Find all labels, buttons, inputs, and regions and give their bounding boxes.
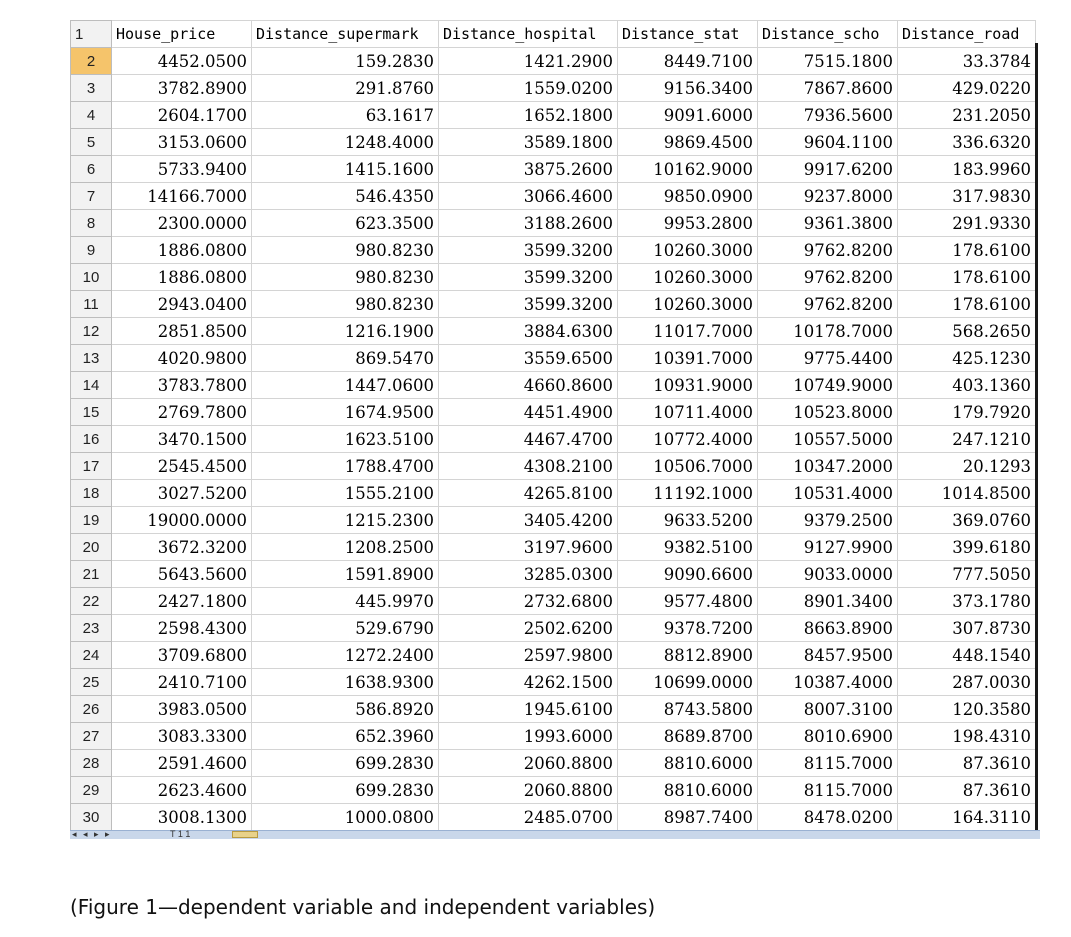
column-header-cell[interactable]: Distance_supermark	[252, 21, 439, 48]
data-cell[interactable]: 373.1780	[898, 588, 1036, 615]
data-cell[interactable]: 4467.4700	[439, 426, 618, 453]
data-cell[interactable]: 448.1540	[898, 642, 1036, 669]
data-cell[interactable]: 10260.3000	[618, 264, 758, 291]
data-cell[interactable]: 1216.1900	[252, 318, 439, 345]
data-cell[interactable]: 164.3110	[898, 804, 1036, 831]
table-row	[71, 507, 1036, 534]
row-header[interactable]: 10	[71, 264, 112, 291]
data-cell[interactable]: 399.6180	[898, 534, 1036, 561]
data-cell[interactable]: 8812.8900	[618, 642, 758, 669]
data-cell[interactable]: 4265.8100	[439, 480, 618, 507]
data-cell[interactable]: 4308.2100	[439, 453, 618, 480]
data-cell[interactable]: 9091.6000	[618, 102, 758, 129]
data-cell[interactable]: 1623.5100	[252, 426, 439, 453]
row-header[interactable]: 24	[71, 642, 112, 669]
data-cell[interactable]: 10506.7000	[618, 453, 758, 480]
data-cell[interactable]: 4262.1500	[439, 669, 618, 696]
data-cell[interactable]: 1215.2300	[252, 507, 439, 534]
data-cell[interactable]: 2060.8800	[439, 777, 618, 804]
data-cell[interactable]: 1555.2100	[252, 480, 439, 507]
table-row	[71, 210, 1036, 237]
row-header[interactable]: 27	[71, 723, 112, 750]
data-cell[interactable]: 9156.3400	[618, 75, 758, 102]
data-cell[interactable]: 10347.2000	[758, 453, 898, 480]
data-cell[interactable]: 3783.7800	[112, 372, 252, 399]
data-cell[interactable]: 8457.9500	[758, 642, 898, 669]
data-cell[interactable]: 5733.9400	[112, 156, 252, 183]
data-cell[interactable]: 980.8230	[252, 264, 439, 291]
data-cell[interactable]: 3875.2600	[439, 156, 618, 183]
data-cell[interactable]: 336.6320	[898, 129, 1036, 156]
data-cell[interactable]: 3589.1800	[439, 129, 618, 156]
data-cell[interactable]: 1208.2500	[252, 534, 439, 561]
data-cell[interactable]: 8115.7000	[758, 750, 898, 777]
sheet-tab-bar	[70, 830, 1040, 839]
data-cell[interactable]: 980.8230	[252, 237, 439, 264]
data-cell[interactable]: 9869.4500	[618, 129, 758, 156]
table-row	[71, 264, 1036, 291]
data-cell[interactable]: 7867.8600	[758, 75, 898, 102]
data-cell[interactable]: 9633.5200	[618, 507, 758, 534]
data-cell[interactable]: 8743.5800	[618, 696, 758, 723]
table-row	[71, 345, 1036, 372]
row-header[interactable]: 17	[71, 453, 112, 480]
data-cell[interactable]: 1886.0800	[112, 237, 252, 264]
data-cell[interactable]: 247.1210	[898, 426, 1036, 453]
data-cell[interactable]: 1559.0200	[439, 75, 618, 102]
data-cell[interactable]: 1248.4000	[252, 129, 439, 156]
data-cell[interactable]: 2427.1800	[112, 588, 252, 615]
data-cell[interactable]: 1886.0800	[112, 264, 252, 291]
data-cell[interactable]: 9378.7200	[618, 615, 758, 642]
data-cell[interactable]: 4452.0500	[112, 48, 252, 75]
table-row	[71, 588, 1036, 615]
data-cell[interactable]: 429.0220	[898, 75, 1036, 102]
data-cell[interactable]: 1652.1800	[439, 102, 618, 129]
data-cell[interactable]: 2598.4300	[112, 615, 252, 642]
data-cell[interactable]: 1993.6000	[439, 723, 618, 750]
row-header[interactable]: 26	[71, 696, 112, 723]
data-cell[interactable]: 10523.8000	[758, 399, 898, 426]
data-cell[interactable]: 9953.2800	[618, 210, 758, 237]
data-cell[interactable]: 2591.4600	[112, 750, 252, 777]
data-cell[interactable]: 3559.6500	[439, 345, 618, 372]
data-cell[interactable]: 1421.2900	[439, 48, 618, 75]
data-cell[interactable]: 8689.8700	[618, 723, 758, 750]
data-cell[interactable]: 10260.3000	[618, 291, 758, 318]
data-cell[interactable]: 2485.0700	[439, 804, 618, 831]
column-header-cell[interactable]: Distance_scho	[758, 21, 898, 48]
data-cell[interactable]: 2300.0000	[112, 210, 252, 237]
data-cell[interactable]: 87.3610	[898, 750, 1036, 777]
row-header[interactable]: 9	[71, 237, 112, 264]
data-cell[interactable]: 178.6100	[898, 237, 1036, 264]
data-cell[interactable]: 2410.7100	[112, 669, 252, 696]
data-cell[interactable]: 19000.0000	[112, 507, 252, 534]
data-cell[interactable]: 3782.8900	[112, 75, 252, 102]
row-header[interactable]: 21	[71, 561, 112, 588]
insert-sheet-icon[interactable]	[232, 831, 258, 838]
row-header[interactable]: 22	[71, 588, 112, 615]
data-cell[interactable]: 8007.3100	[758, 696, 898, 723]
data-cell[interactable]: 8478.0200	[758, 804, 898, 831]
data-cell[interactable]: 3470.1500	[112, 426, 252, 453]
data-cell[interactable]: 425.1230	[898, 345, 1036, 372]
data-cell[interactable]: 10557.5000	[758, 426, 898, 453]
table-row	[71, 669, 1036, 696]
data-cell[interactable]: 9033.0000	[758, 561, 898, 588]
data-cell[interactable]: 777.5050	[898, 561, 1036, 588]
table-row	[71, 75, 1036, 102]
data-cell[interactable]: 8810.6000	[618, 777, 758, 804]
data-cell[interactable]: 10749.9000	[758, 372, 898, 399]
data-cell[interactable]: 4451.4900	[439, 399, 618, 426]
column-header-cell[interactable]: House_price	[112, 21, 252, 48]
table-row	[71, 129, 1036, 156]
data-cell[interactable]: 8010.6900	[758, 723, 898, 750]
row-header[interactable]: 3	[71, 75, 112, 102]
data-cell[interactable]: 869.5470	[252, 345, 439, 372]
data-cell[interactable]: 403.1360	[898, 372, 1036, 399]
data-cell[interactable]: 9127.9900	[758, 534, 898, 561]
data-cell[interactable]: 2060.8800	[439, 750, 618, 777]
data-cell[interactable]: 3983.0500	[112, 696, 252, 723]
table-row	[71, 156, 1036, 183]
data-cell[interactable]: 2545.4500	[112, 453, 252, 480]
row-header[interactable]: 4	[71, 102, 112, 129]
data-cell[interactable]: 198.4310	[898, 723, 1036, 750]
row-header[interactable]: 6	[71, 156, 112, 183]
data-cell[interactable]: 980.8230	[252, 291, 439, 318]
data-cell[interactable]: 9382.5100	[618, 534, 758, 561]
row-header[interactable]: 13	[71, 345, 112, 372]
data-cell[interactable]: 231.2050	[898, 102, 1036, 129]
data-cell[interactable]: 8810.6000	[618, 750, 758, 777]
data-cell[interactable]: 699.2830	[252, 750, 439, 777]
data-cell[interactable]: 8901.3400	[758, 588, 898, 615]
data-cell[interactable]: 3709.6800	[112, 642, 252, 669]
data-cell[interactable]: 9237.8000	[758, 183, 898, 210]
data-cell[interactable]: 20.1293	[898, 453, 1036, 480]
data-cell[interactable]: 3008.1300	[112, 804, 252, 831]
data-cell[interactable]: 3672.3200	[112, 534, 252, 561]
data-cell[interactable]: 1415.1600	[252, 156, 439, 183]
table-row	[71, 615, 1036, 642]
column-header-cell[interactable]: Distance_stat	[618, 21, 758, 48]
sheet-edge	[1035, 43, 1038, 838]
spreadsheet-grid	[70, 20, 1036, 831]
data-cell[interactable]: 11017.7000	[618, 318, 758, 345]
table-row	[71, 480, 1036, 507]
data-cell[interactable]: 3197.9600	[439, 534, 618, 561]
data-cell[interactable]: 10699.0000	[618, 669, 758, 696]
row-header[interactable]: 8	[71, 210, 112, 237]
data-cell[interactable]: 3599.3200	[439, 264, 618, 291]
sheet-tab[interactable]: T 1 1	[170, 829, 191, 839]
data-cell[interactable]: 7515.1800	[758, 48, 898, 75]
row-header[interactable]: 23	[71, 615, 112, 642]
row-header[interactable]: 16	[71, 426, 112, 453]
table-row	[71, 561, 1036, 588]
row-header[interactable]: 5	[71, 129, 112, 156]
data-cell[interactable]: 4660.8600	[439, 372, 618, 399]
data-cell[interactable]: 179.7920	[898, 399, 1036, 426]
data-cell[interactable]: 5643.5600	[112, 561, 252, 588]
row-header[interactable]: 12	[71, 318, 112, 345]
data-cell[interactable]: 2732.6800	[439, 588, 618, 615]
data-cell[interactable]: 529.6790	[252, 615, 439, 642]
data-cell[interactable]: 307.8730	[898, 615, 1036, 642]
data-cell[interactable]: 178.6100	[898, 264, 1036, 291]
data-cell[interactable]: 3285.0300	[439, 561, 618, 588]
data-cell[interactable]: 10772.4000	[618, 426, 758, 453]
data-cell[interactable]: 317.9830	[898, 183, 1036, 210]
data-cell[interactable]: 699.2830	[252, 777, 439, 804]
data-cell[interactable]: 8115.7000	[758, 777, 898, 804]
data-cell[interactable]: 546.4350	[252, 183, 439, 210]
sheet-nav-arrows[interactable]: ◂ ◂ ▸ ▸	[72, 829, 112, 839]
data-cell[interactable]: 4020.9800	[112, 345, 252, 372]
row-header[interactable]: 14	[71, 372, 112, 399]
table-row	[71, 642, 1036, 669]
data-cell[interactable]: 287.0030	[898, 669, 1036, 696]
data-cell[interactable]: 8663.8900	[758, 615, 898, 642]
data-cell[interactable]: 9762.8200	[758, 291, 898, 318]
data-cell[interactable]: 1945.6100	[439, 696, 618, 723]
data-cell[interactable]: 10260.3000	[618, 237, 758, 264]
data-cell[interactable]: 87.3610	[898, 777, 1036, 804]
data-cell[interactable]: 568.2650	[898, 318, 1036, 345]
data-cell[interactable]: 7936.5600	[758, 102, 898, 129]
data-cell[interactable]: 159.2830	[252, 48, 439, 75]
table-row	[71, 102, 1036, 129]
table-row	[71, 372, 1036, 399]
row-header[interactable]: 28	[71, 750, 112, 777]
data-cell[interactable]: 1000.0800	[252, 804, 439, 831]
data-cell[interactable]: 3405.4200	[439, 507, 618, 534]
figure-caption: (Figure 1—dependent variable and independent variables)	[70, 895, 656, 919]
data-cell[interactable]: 183.9960	[898, 156, 1036, 183]
row-header[interactable]: 29	[71, 777, 112, 804]
data-cell[interactable]: 9850.0900	[618, 183, 758, 210]
data-cell[interactable]: 291.8760	[252, 75, 439, 102]
data-cell[interactable]: 2851.8500	[112, 318, 252, 345]
data-cell[interactable]: 1674.9500	[252, 399, 439, 426]
data-cell[interactable]: 3599.3200	[439, 237, 618, 264]
data-cell[interactable]: 1447.0600	[252, 372, 439, 399]
data-cell[interactable]: 623.3500	[252, 210, 439, 237]
table-row	[71, 696, 1036, 723]
data-cell[interactable]: 9604.1100	[758, 129, 898, 156]
data-cell[interactable]: 3884.6300	[439, 318, 618, 345]
data-cell[interactable]: 10387.4000	[758, 669, 898, 696]
data-cell[interactable]: 63.1617	[252, 102, 439, 129]
data-cell[interactable]: 9775.4400	[758, 345, 898, 372]
data-cell[interactable]: 14166.7000	[112, 183, 252, 210]
data-table	[70, 20, 1036, 831]
column-header-cell[interactable]: Distance_hospital	[439, 21, 618, 48]
data-cell[interactable]: 291.9330	[898, 210, 1036, 237]
data-cell[interactable]: 3083.3300	[112, 723, 252, 750]
data-cell[interactable]: 586.8920	[252, 696, 439, 723]
row-header[interactable]: 25	[71, 669, 112, 696]
data-cell[interactable]: 652.3960	[252, 723, 439, 750]
data-cell[interactable]: 3153.0600	[112, 129, 252, 156]
data-cell[interactable]: 445.9970	[252, 588, 439, 615]
data-cell[interactable]: 369.0760	[898, 507, 1036, 534]
data-cell[interactable]: 2502.6200	[439, 615, 618, 642]
data-cell[interactable]: 9917.6200	[758, 156, 898, 183]
table-row	[71, 723, 1036, 750]
table-row	[71, 804, 1036, 831]
data-cell[interactable]: 2623.4600	[112, 777, 252, 804]
table-row	[71, 426, 1036, 453]
table-row	[71, 183, 1036, 210]
data-cell[interactable]: 1272.2400	[252, 642, 439, 669]
data-cell[interactable]: 33.3784	[898, 48, 1036, 75]
data-cell[interactable]: 2597.9800	[439, 642, 618, 669]
data-cell[interactable]: 9379.2500	[758, 507, 898, 534]
data-cell[interactable]: 9577.4800	[618, 588, 758, 615]
data-cell[interactable]: 1788.4700	[252, 453, 439, 480]
table-row	[71, 291, 1036, 318]
data-cell[interactable]: 10931.9000	[618, 372, 758, 399]
row-header[interactable]: 1	[71, 21, 112, 48]
data-cell[interactable]: 8987.7400	[618, 804, 758, 831]
data-cell[interactable]: 10178.7000	[758, 318, 898, 345]
row-header[interactable]: 11	[71, 291, 112, 318]
table-row	[71, 318, 1036, 345]
column-header-cell[interactable]: Distance_road	[898, 21, 1036, 48]
data-cell[interactable]: 3027.5200	[112, 480, 252, 507]
row-header[interactable]: 15	[71, 399, 112, 426]
data-cell[interactable]: 120.3580	[898, 696, 1036, 723]
table-row	[71, 453, 1036, 480]
table-row	[71, 777, 1036, 804]
table-row	[71, 399, 1036, 426]
row-header[interactable]: 19	[71, 507, 112, 534]
table-row	[71, 534, 1036, 561]
data-cell[interactable]: 2604.1700	[112, 102, 252, 129]
row-header[interactable]: 18	[71, 480, 112, 507]
data-cell[interactable]: 10162.9000	[618, 156, 758, 183]
data-cell[interactable]: 2769.7800	[112, 399, 252, 426]
data-cell[interactable]: 1591.8900	[252, 561, 439, 588]
data-cell[interactable]: 9361.3800	[758, 210, 898, 237]
header-row	[71, 21, 1036, 48]
data-cell[interactable]: 10391.7000	[618, 345, 758, 372]
data-cell[interactable]: 11192.1000	[618, 480, 758, 507]
data-cell[interactable]: 10711.4000	[618, 399, 758, 426]
data-cell[interactable]: 3599.3200	[439, 291, 618, 318]
row-header[interactable]: 2	[71, 48, 112, 75]
data-cell[interactable]: 178.6100	[898, 291, 1036, 318]
data-cell[interactable]: 9762.8200	[758, 264, 898, 291]
row-header[interactable]: 20	[71, 534, 112, 561]
data-cell[interactable]: 1014.8500	[898, 480, 1036, 507]
data-cell[interactable]: 10531.4000	[758, 480, 898, 507]
data-cell[interactable]: 9090.6600	[618, 561, 758, 588]
row-header[interactable]: 30	[71, 804, 112, 831]
data-cell[interactable]: 2943.0400	[112, 291, 252, 318]
table-row	[71, 750, 1036, 777]
data-cell[interactable]: 3188.2600	[439, 210, 618, 237]
data-cell[interactable]: 1638.9300	[252, 669, 439, 696]
data-cell[interactable]: 8449.7100	[618, 48, 758, 75]
data-cell[interactable]: 3066.4600	[439, 183, 618, 210]
data-cell[interactable]: 9762.8200	[758, 237, 898, 264]
table-row	[71, 237, 1036, 264]
table-row	[71, 48, 1036, 75]
row-header[interactable]: 7	[71, 183, 112, 210]
